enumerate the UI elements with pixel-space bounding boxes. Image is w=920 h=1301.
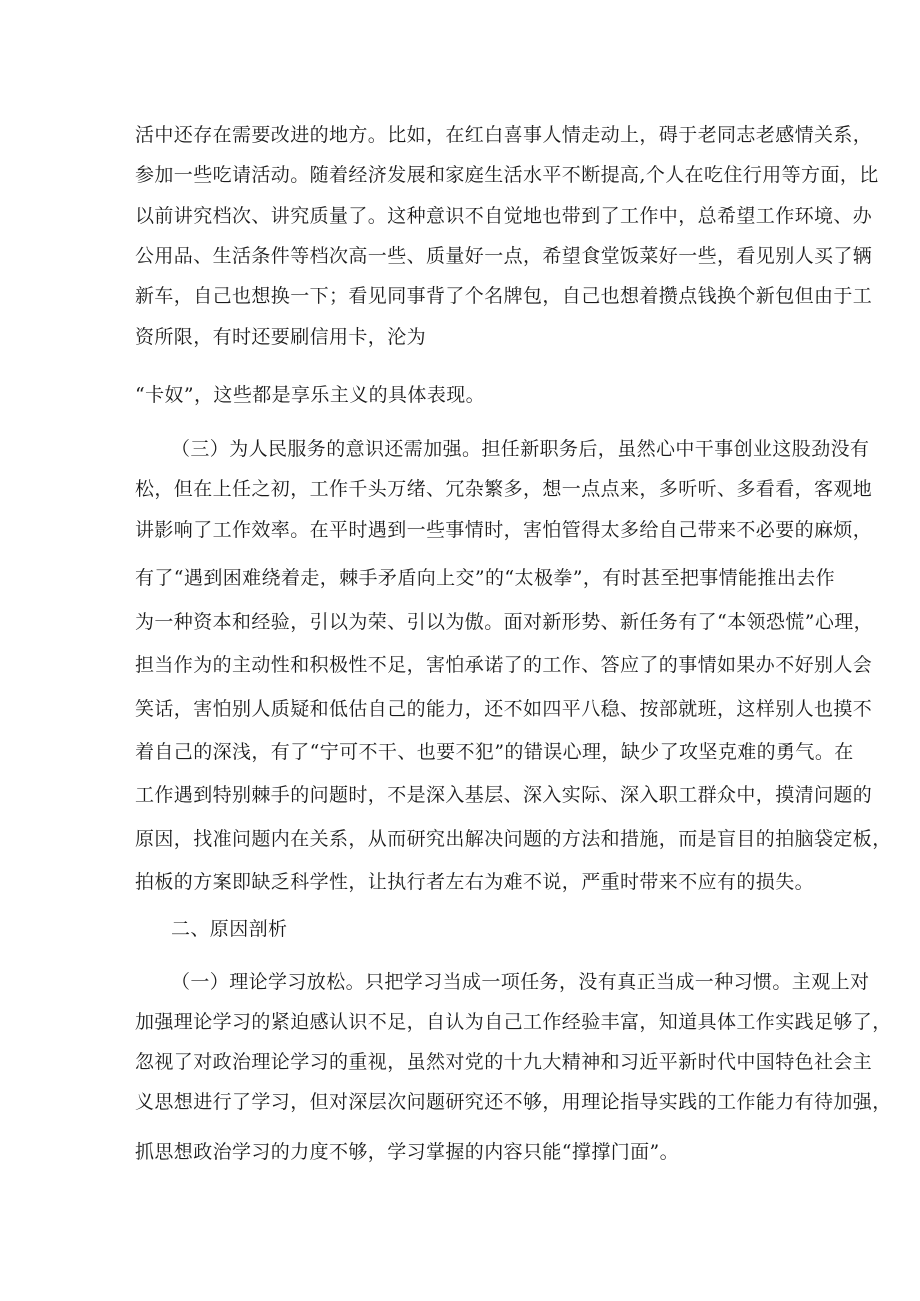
paragraph-line: 着自己的深浅，有了“宁可不干、也要不犯”的错误心理，缺少了攻坚克难的勇气。在 xyxy=(135,741,854,763)
paragraph-line: 加强理论学习的紧迫感认识不足，自认为自己工作经验丰富，知道具体工作实践足够了， xyxy=(135,1011,892,1033)
section-heading: 二、原因剖析 xyxy=(171,918,288,940)
paragraph-line: 讲影响了工作效率。在平时遇到一些事情时，害怕管得太多给自己带来不必要的麻烦， xyxy=(135,519,873,541)
paragraph-line: 义思想进行了学习，但对深层次问题研究还不够，用理论指导实践的工作能力有待加强， xyxy=(135,1091,892,1113)
paragraph-line: 参加一些吃请活动。随着经济发展和家庭生活水平不断提高,个人在吃住行用等方面，比 xyxy=(135,164,879,186)
paragraph-line: 公用品、生活条件等档次高一些、质量好一点，希望食堂饭菜好一些，看见别人买了辆 xyxy=(135,245,873,267)
paragraph-line: 资所限，有时还要刷信用卡，沦为 xyxy=(135,326,427,348)
paragraph-line: 担当作为的主动性和积极性不足，害怕承诺了的工作、答应了的事情如果办不好别人会 xyxy=(135,654,873,676)
paragraph-line: 笑话，害怕别人质疑和低估自己的能力，还不如四平八稳、按部就班，这样别人也摸不 xyxy=(135,698,873,720)
paragraph-line: “卡奴”，这些都是享乐主义的具体表现。 xyxy=(135,384,486,406)
paragraph-line: 工作遇到特别棘手的问题时，不是深入基层、深入实际、深入职工群众中，摸清问题的 xyxy=(135,784,873,806)
paragraph-line: （三）为人民服务的意识还需加强。担任新职务后，虽然心中干事创业这股劲没有 xyxy=(171,438,870,460)
paragraph-line: 拍板的方案即缺乏科学性，让执行者左右为难不说，严重时带来不应有的损失。 xyxy=(135,871,815,893)
paragraph-line: 有了“遇到困难绕着走，棘手矛盾向上交”的“太极拳”，有时甚至把事情能推出去作 xyxy=(135,567,836,589)
paragraph-line: 新车，自己也想换一下；看见同事背了个名牌包，自己也想着攒点钱换个新包但由于工 xyxy=(135,285,873,307)
paragraph-line: 抓思想政治学习的力度不够，学习掌握的内容只能“撑撑门面”。 xyxy=(135,1141,680,1163)
paragraph-line: 忽视了对政治理论学习的重视，虽然对党的十九大精神和习近平新时代中国特色社会主 xyxy=(135,1051,873,1073)
paragraph-line: 活中还存在需要改进的地方。比如，在红白喜事人情走动上，碍于老同志老感情关系， xyxy=(135,124,873,146)
paragraph-line: 松，但在上任之初，工作千头万绪、冗杂繁多，想一点点来，多听听、多看看，客观地 xyxy=(135,478,873,500)
paragraph-line: 以前讲究档次、讲究质量了。这种意识不自觉地也带到了工作中，总希望工作环境、办 xyxy=(135,205,873,227)
paragraph-line: （一）理论学习放松。只把学习当成一项任务，没有真正当成一种习惯。主观上对 xyxy=(171,971,870,993)
paragraph-line: 原因，找准问题内在关系，从而研究出解决问题的方法和措施，而是盲目的拍脑袋定板， xyxy=(135,828,892,850)
paragraph-line: 为一种资本和经验，引以为荣、引以为傲。面对新形势、新任务有了“本领恐慌”心理， xyxy=(135,611,874,633)
